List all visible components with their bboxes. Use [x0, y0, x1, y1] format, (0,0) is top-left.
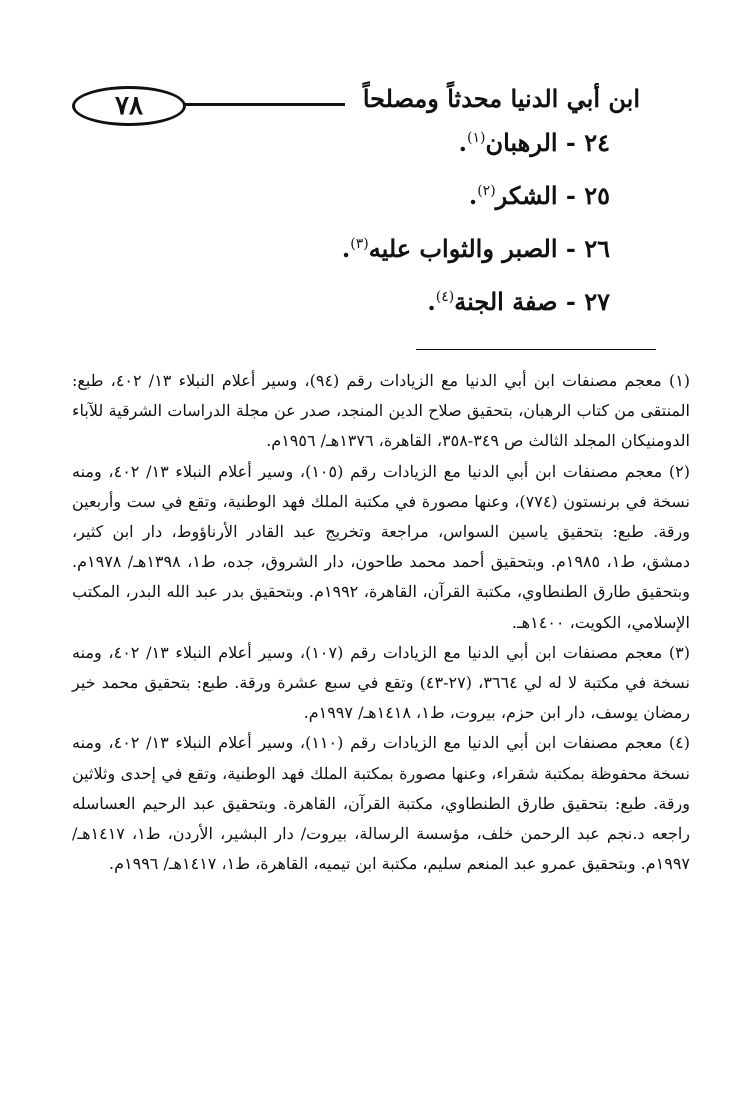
footnote-marker: (٢) [477, 183, 496, 199]
item-number: ٢٤ [584, 128, 610, 157]
item-number: ٢٦ [584, 234, 610, 263]
item-number: ٢٧ [584, 287, 610, 316]
item-title: صفة الجنة [454, 287, 558, 316]
footnote-3: (٣) معجم مصنفات ابن أبي الدنيا مع الزيادات رقم (١٠٧)، وسير أعلام النبلاء ١٣/ ٤٠٢، ومنه نسخة في مكتبة لا له لي ٣٦٦٤، (٢٧-٤٣) وتقع في سبع عشرة ورقة. طبع: بتحقيق محمد خير رمضان يوسف، دار ابن حزم، بيروت، ط١، ١٤١٨هـ/ ١٩٩٧م. [72, 642, 691, 723]
item-title: الرهبان [485, 128, 558, 157]
header-rule [185, 103, 345, 106]
item-number: ٢٥ [584, 181, 610, 210]
page-number: ٧٨ [115, 91, 143, 121]
item-title: الشكر [495, 181, 558, 210]
footnotes [72, 366, 690, 879]
footnote-marker: (٤) [435, 289, 455, 305]
list-item: ٢٦ - الصبر والثواب عليه$^{(٣)}$. [341, 234, 610, 263]
page-header [52, 72, 672, 136]
footnote-2: (٢) معجم مصنفات ابن أبي الدنيا مع الزيادات رقم (١٠٥)، وسير أعلام النبلاء ١٣/ ٤٠٢، ومنه نسخة في برنستون (٧٧٤)، وعنها مصورة في مكتبة الملك فهد الوطنية، وتقع في ست وأربعين ورقة. طبع: بتحقيق ياسين السواس، مراجعة وتخريج عبد القادر الأرناؤوط، دار ابن كثير، دمشق، ط١، ١٩٨٥م. وبتحقيق أحمد محمد طاحون، دار الشروق، جده، ط١، ١٣٩٨هـ/ ١٩٧٨م. وبتحقيق طارق الطنطاوي، مكتبة القرآن، القاهرة، ١٩٩٢م. وبتحقيق بدر عبد الله البدر، المكتب الإسلامي، الكويت، ١٤٠٠هـ. [72, 461, 691, 632]
footnote-marker: (١) [467, 130, 486, 146]
list-item: ٢٧ - صفة الجنة$^{(٤)}$. [427, 287, 610, 316]
item-title: الصبر والثواب عليه [368, 234, 558, 263]
footnote-separator [416, 349, 656, 350]
footnote-4: (٤) معجم مصنفات ابن أبي الدنيا مع الزيادات رقم (١١٠)، وسير أعلام النبلاء ١٣/ ٤٠٢، ومنه نسخة محفوظة بمكتبة شقراء، وعنها مصورة بمكتبة الملك فهد الوطنية، وتقع في إحدى وثلاثين ورقة. طبع: بتحقيق طارق الطنطاوي، مكتبة القرآن، القاهرة. وبتحقيق عبد الرحيم العساسله راجعه د.نجم عبد الرحمن خلف، مؤسسة الرسالة، بيروت/ دار البشير، الأردن، ط١، ١٤١٧هـ/ ١٩٩٧م. وبتحقيق عمرو عبد المنعم سليم، مكتبة ابن تيميه، القاهرة، ط١، ١٤١٧هـ/ ١٩٩٦م. [72, 733, 691, 874]
list-item: ٢٥ - الشكر$^{(٢)}$. [468, 181, 610, 210]
running-title: ابن أبي الدنيا محدثاً ومصلحاً [362, 84, 640, 113]
book-list [90, 128, 610, 340]
list-item: ٢٤ - الرهبان$^{(١)}$. [458, 128, 610, 157]
footnote-1: (١) معجم مصنفات ابن أبي الدنيا مع الزيادات رقم (٩٤)، وسير أعلام النبلاء ١٣/ ٤٠٢، طبع: المنتقى من كتاب الرهبان، بتحقيق صلاح الدين المنجد، صدر عن مجلة الدراسات الشرقية للآباء الدومنيكان المجلد الثالث ص ٣٤٩-٣٥٨، القاهرة، ١٣٧٦هـ/ ١٩٥٦م. [72, 371, 691, 451]
footnote-marker: (٣) [350, 236, 369, 252]
